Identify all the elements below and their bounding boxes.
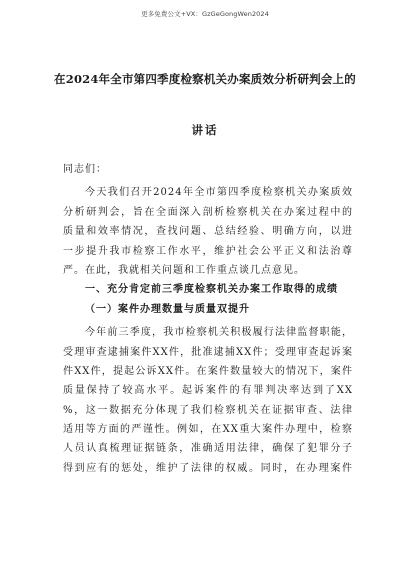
paragraph-line: 适用等方面的严谨性。例如，在XX重大案件办理中，检察 xyxy=(63,424,353,436)
paragraph-line: %，这一数据充分体现了我们检察机关在证据审查、法律 xyxy=(63,404,353,416)
paragraph-line: 人员认真梳理证据链条，准确适用法律，确保了犯罪分子 xyxy=(63,443,353,455)
subsection-heading: （一）案件办理数量与质量双提升 xyxy=(85,303,250,315)
paragraph-line: 受理审查逮捕案件XX件，批准逮捕XX件；受理审查起诉案 xyxy=(63,346,353,358)
paragraph-line: 质量保持了较高水平。起诉案件的有罪判决率达到了XX xyxy=(63,385,353,397)
section-heading: 一、充分肯定前三季度检察机关办案工作取得的成绩 xyxy=(85,284,338,296)
document-title-continued: 讲话 xyxy=(191,123,219,137)
paragraph-line: 今年前三季度，我市检察机关积极履行法律监督职能， xyxy=(85,327,353,339)
paragraph-line: 分析研判会，旨在全面深入剖析检察机关在办案过程中的 xyxy=(63,206,353,218)
paragraph-line: 一步提升我市检察工作水平，维护社会公平正义和法治尊 xyxy=(63,245,353,257)
salutation: 同志们： xyxy=(63,164,107,175)
paragraph-line: 严。在此，我就相关问题和工作重点谈几点意见。 xyxy=(63,264,305,276)
paragraph-line: 得到应有的惩处，维护了法律的权威。同时，在办理案件 xyxy=(63,462,353,474)
header-note: 更多免费公文+VX：GzGeGongWen2024 xyxy=(141,10,269,18)
document-title: 在2024年全市第四季度检察机关办案质效分析研判会上的 xyxy=(54,72,356,86)
paragraph-line: 件XX件，提起公诉XX件。在案件数量较大的情况下，案件 xyxy=(63,365,353,377)
document-body xyxy=(63,160,353,478)
paragraph-line: 今天我们召开2024年全市第四季度检察机关办案质效 xyxy=(85,187,353,199)
paragraph-line: 质量和效率情况，查找问题、总结经验、明确方向，以进 xyxy=(63,226,353,238)
